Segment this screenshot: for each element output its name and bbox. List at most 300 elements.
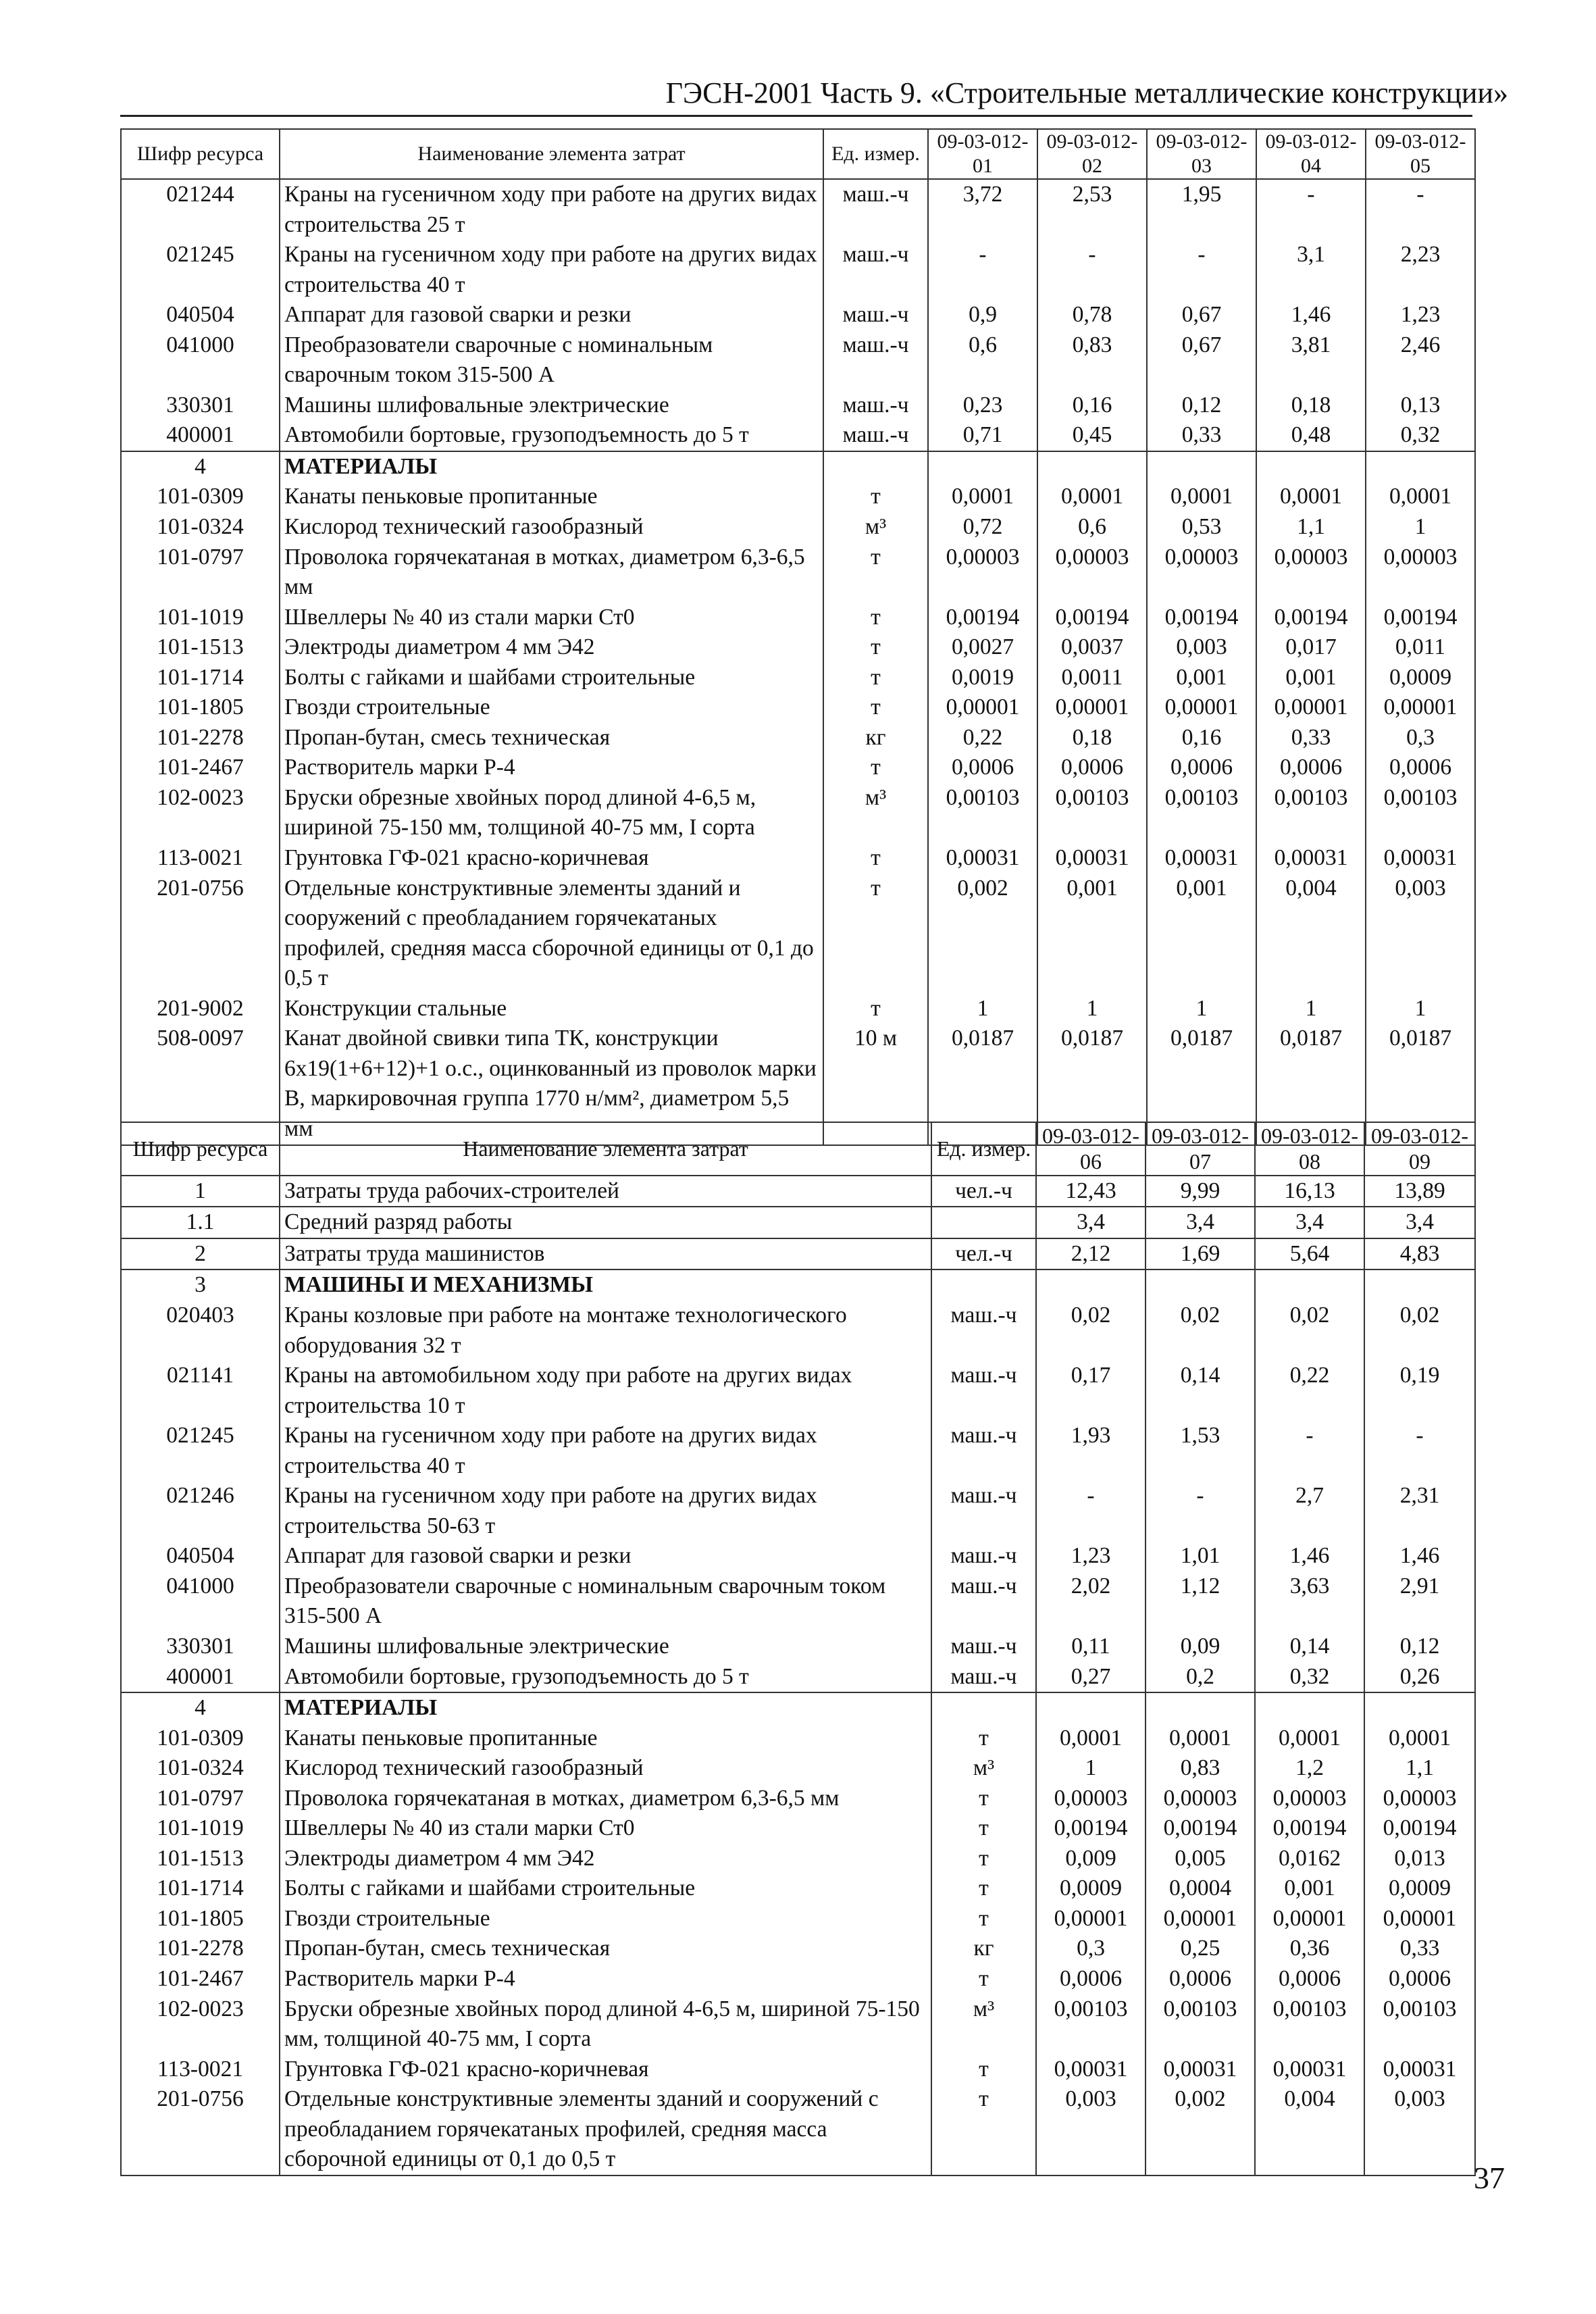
norm-value: 0,001: [1256, 663, 1366, 693]
norm-value: -: [1364, 1421, 1475, 1481]
cost-element-name: Отдельные конструктивные элементы зданий и сооружений с преобладанием горячекатаных профилей, средняя масса сборочной единицы от 0,1 до 0,5 т: [280, 874, 823, 994]
norm-value: 0,71: [928, 420, 1037, 451]
col-code-header: 09-03-012-06: [1036, 1122, 1145, 1176]
cost-element-name: Краны на гусеничном ходу при работе на других видах строительства 50-63 т: [280, 1481, 931, 1541]
resource-code: 041000: [121, 330, 280, 391]
unit: т: [823, 753, 928, 783]
cost-element-name: Канат двойной свивки типа ТК, конструкции 6х19(1+6+12)+1 о.с., оцинкованный из проволок марки В, маркировочная группа 1770 н/мм², диаметром 5,5 мм: [280, 1024, 823, 1145]
norm-value: 0,00001: [1256, 693, 1366, 723]
unit: т: [931, 1724, 1036, 1754]
norm-value: 0,00103: [1366, 783, 1475, 843]
norm-value: 0,67: [1147, 300, 1256, 330]
table-row: [121, 693, 1475, 723]
norm-value: 0,00031: [1147, 843, 1256, 874]
norm-value: 0,002: [928, 874, 1037, 994]
norm-value: 0,00001: [1364, 1904, 1475, 1934]
norm-value: 1,2: [1255, 1753, 1364, 1784]
cost-element-name: Пропан-бутан, смесь техническая: [280, 723, 823, 753]
norm-value: 13,89: [1364, 1176, 1475, 1207]
norm-value: 0,00103: [1145, 1994, 1255, 2055]
norm-value: 3,4: [1036, 1207, 1145, 1238]
norm-value: 0,02: [1364, 1301, 1475, 1361]
norm-value: 1,12: [1145, 1571, 1255, 1632]
cost-element-name: Кислород технический газообразный: [280, 512, 823, 543]
norm-value: 2,53: [1037, 179, 1147, 240]
norm-value: 0,005: [1145, 1844, 1255, 1874]
resource-code: 201-0756: [121, 2084, 280, 2175]
norm-value: 0,14: [1145, 1361, 1255, 1421]
norm-value: 0,0187: [1147, 1024, 1256, 1145]
norm-value: [1255, 1692, 1364, 1724]
unit: чел.-ч: [931, 1176, 1036, 1207]
norm-value: 0,02: [1145, 1301, 1255, 1361]
norm-value: 0,22: [1255, 1361, 1364, 1421]
cost-element-name: Краны на гусеничном ходу при работе на других видах строительства 25 т: [280, 179, 823, 240]
norm-value: 0,001: [1147, 874, 1256, 994]
cost-element-name: Проволока горячекатаная в мотках, диаметром 6,3-6,5 мм: [280, 1784, 931, 1814]
unit: маш.-ч: [931, 1632, 1036, 1662]
norm-value: 0,0019: [928, 663, 1037, 693]
norm-value: 3,81: [1256, 330, 1366, 391]
norm-value: 0,00103: [1255, 1994, 1364, 2055]
norm-value: 0,00001: [1147, 693, 1256, 723]
norm-value: 4,83: [1364, 1238, 1475, 1270]
norm-value: 0,00103: [1256, 783, 1366, 843]
norm-value: 1,01: [1145, 1541, 1255, 1571]
resource-code: 4: [121, 451, 280, 482]
resource-code: 021245: [121, 1421, 280, 1481]
norm-value: [1037, 451, 1147, 482]
norm-value: 0,003: [1147, 632, 1256, 663]
norm-value: 1: [1036, 1753, 1145, 1784]
resource-code: 040504: [121, 300, 280, 330]
table-row: [121, 2055, 1475, 2085]
norm-value: 0,0006: [1364, 1964, 1475, 1994]
unit: м³: [931, 1994, 1036, 2055]
norm-value: 1: [928, 994, 1037, 1024]
cost-element-name: Машины шлифовальные электрические: [280, 1632, 931, 1662]
norm-value: 0,12: [1364, 1632, 1475, 1662]
norm-value: 0,00003: [1036, 1784, 1145, 1814]
norm-value: 0,00103: [1036, 1994, 1145, 2055]
norm-value: 0,00194: [1255, 1813, 1364, 1844]
norm-value: 0,00003: [1147, 543, 1256, 603]
norm-value: 0,32: [1255, 1662, 1364, 1693]
cost-element-name: Средний разряд работы: [280, 1207, 931, 1238]
cost-element-name: Машины шлифовальные электрические: [280, 391, 823, 421]
norm-value: 0,00103: [1147, 783, 1256, 843]
norm-value: 0,0011: [1037, 663, 1147, 693]
cost-element-name: МАШИНЫ И МЕХАНИЗМЫ: [280, 1269, 931, 1301]
unit: кг: [931, 1934, 1036, 1964]
norm-value: -: [1256, 179, 1366, 240]
norm-value: 0,0004: [1145, 1873, 1255, 1904]
norm-value: [1036, 1269, 1145, 1301]
norm-value: 2,12: [1036, 1238, 1145, 1270]
resource-code: 3: [121, 1269, 280, 1301]
norm-value: 5,64: [1255, 1238, 1364, 1270]
unit: т: [823, 603, 928, 633]
table-row: [121, 1724, 1475, 1754]
norm-value: 0,22: [928, 723, 1037, 753]
norm-value: 0,0187: [1037, 1024, 1147, 1145]
cost-element-name: Растворитель марки Р-4: [280, 753, 823, 783]
norm-value: 1,69: [1145, 1238, 1255, 1270]
norm-value: 0,17: [1036, 1361, 1145, 1421]
unit: т: [931, 2055, 1036, 2085]
norm-value: 1,93: [1036, 1421, 1145, 1481]
col-code-header: 09-03-012-09: [1364, 1122, 1475, 1176]
norm-value: 0,00001: [1366, 693, 1475, 723]
norm-value: 0,00194: [1256, 603, 1366, 633]
norm-value: 0,017: [1256, 632, 1366, 663]
norm-value: 0,14: [1255, 1632, 1364, 1662]
norm-value: 2,02: [1036, 1571, 1145, 1632]
norm-value: 0,00031: [1036, 2055, 1145, 2085]
unit: т: [931, 1844, 1036, 1874]
table-row: [121, 783, 1475, 843]
resource-code: 113-0021: [121, 843, 280, 874]
norm-value: 0,0187: [1256, 1024, 1366, 1145]
norm-value: 0,00003: [928, 543, 1037, 603]
unit: 10 м: [823, 1024, 928, 1145]
norm-value: 0,001: [1255, 1873, 1364, 1904]
norm-value: 0,0001: [928, 482, 1037, 512]
unit: м³: [931, 1753, 1036, 1784]
norm-value: 0,0006: [928, 753, 1037, 783]
norm-value: 1,95: [1147, 179, 1256, 240]
norm-value: 0,27: [1036, 1662, 1145, 1693]
norm-value: 0,53: [1147, 512, 1256, 543]
norm-value: 0,9: [928, 300, 1037, 330]
norm-value: 0,00031: [1037, 843, 1147, 874]
unit: маш.-ч: [931, 1301, 1036, 1361]
resource-code: 021244: [121, 179, 280, 240]
resource-code: 201-9002: [121, 994, 280, 1024]
norm-value: 3,4: [1255, 1207, 1364, 1238]
norm-value: 1,23: [1036, 1541, 1145, 1571]
resource-code: 101-2278: [121, 1934, 280, 1964]
unit: маш.-ч: [823, 300, 928, 330]
unit: маш.-ч: [823, 420, 928, 451]
norm-value: 0,67: [1147, 330, 1256, 391]
table-row: [121, 2084, 1475, 2175]
table-row: [121, 1541, 1475, 1571]
unit: т: [823, 994, 928, 1024]
norm-value: 0,0006: [1256, 753, 1366, 783]
resource-code: 101-1019: [121, 1813, 280, 1844]
unit: т: [823, 632, 928, 663]
unit: маш.-ч: [931, 1662, 1036, 1693]
unit: [931, 1207, 1036, 1238]
unit: маш.-ч: [931, 1421, 1036, 1481]
norm-value: 0,00003: [1256, 543, 1366, 603]
norm-value: 1: [1147, 994, 1256, 1024]
norm-value: 2,23: [1366, 240, 1475, 300]
resource-code: 101-1805: [121, 1904, 280, 1934]
resource-code: 101-1513: [121, 1844, 280, 1874]
norm-value: 0,001: [1147, 663, 1256, 693]
table-row: [121, 1964, 1475, 1994]
resource-code: 508-0097: [121, 1024, 280, 1145]
table-row: [121, 1207, 1475, 1238]
norm-value: 0,11: [1036, 1632, 1145, 1662]
norm-value: 0,0001: [1366, 482, 1475, 512]
norm-value: 0,0006: [1036, 1964, 1145, 1994]
table-row: [121, 1301, 1475, 1361]
norm-value: 1,23: [1366, 300, 1475, 330]
norm-value: 0,45: [1037, 420, 1147, 451]
unit: чел.-ч: [931, 1238, 1036, 1270]
cost-element-name: Затраты труда машинистов: [280, 1238, 931, 1270]
norm-value: 0,0009: [1364, 1873, 1475, 1904]
norm-value: 0,36: [1255, 1934, 1364, 1964]
norm-value: 0,00194: [1036, 1813, 1145, 1844]
col-name-header: Наименование элемента затрат: [280, 1122, 931, 1176]
resource-code: 330301: [121, 391, 280, 421]
resource-code: 101-1019: [121, 603, 280, 633]
cost-element-name: Грунтовка ГФ-021 красно-коричневая: [280, 843, 823, 874]
norm-value: 0,23: [928, 391, 1037, 421]
norm-value: 0,003: [1366, 874, 1475, 994]
norm-value: 0,25: [1145, 1934, 1255, 1964]
norm-value: 2,91: [1364, 1571, 1475, 1632]
table-row: [121, 753, 1475, 783]
norms-table-2: [120, 1122, 1476, 2176]
norm-value: 9,99: [1145, 1176, 1255, 1207]
norm-value: 0,00001: [1036, 1904, 1145, 1934]
resource-code: 113-0021: [121, 2055, 280, 2085]
unit: т: [823, 543, 928, 603]
table-row: [121, 1238, 1475, 1270]
table-row: [121, 1662, 1475, 1693]
table-row: [121, 543, 1475, 603]
norm-value: 2,7: [1255, 1481, 1364, 1541]
col-code-header: 09-03-012-02: [1037, 129, 1147, 179]
resource-code: 102-0023: [121, 783, 280, 843]
resource-code: 021141: [121, 1361, 280, 1421]
norm-value: 0,0187: [1366, 1024, 1475, 1145]
cost-element-name: Швеллеры № 40 из стали марки Ст0: [280, 1813, 931, 1844]
unit: маш.-ч: [931, 1361, 1036, 1421]
norm-value: 1,1: [1364, 1753, 1475, 1784]
norm-value: 0,00103: [928, 783, 1037, 843]
col-code-header: 09-03-012-04: [1256, 129, 1366, 179]
unit: т: [931, 1873, 1036, 1904]
norm-value: 0,00001: [1255, 1904, 1364, 1934]
resource-code: 4: [121, 1692, 280, 1724]
section-row: [121, 1269, 1475, 1301]
table-row: [121, 1571, 1475, 1632]
unit: т: [823, 482, 928, 512]
unit: маш.-ч: [823, 240, 928, 300]
norm-value: -: [1255, 1421, 1364, 1481]
section-row: [121, 1692, 1475, 1724]
norm-value: 0,00001: [928, 693, 1037, 723]
norm-value: 0,16: [1147, 723, 1256, 753]
table-row: [121, 994, 1475, 1024]
norm-value: 0,83: [1037, 330, 1147, 391]
resource-code: 101-0797: [121, 543, 280, 603]
norm-value: 1,46: [1256, 300, 1366, 330]
norm-value: 3,4: [1364, 1207, 1475, 1238]
resource-code: 101-1513: [121, 632, 280, 663]
table-row: [121, 1873, 1475, 1904]
resource-code: 020403: [121, 1301, 280, 1361]
norm-value: 0,0001: [1145, 1724, 1255, 1754]
norm-value: 0,0006: [1037, 753, 1147, 783]
cost-element-name: Гвозди строительные: [280, 1904, 931, 1934]
norm-value: 0,0187: [928, 1024, 1037, 1145]
table-row: [121, 420, 1475, 451]
norm-value: 0,09: [1145, 1632, 1255, 1662]
norm-value: 16,13: [1255, 1176, 1364, 1207]
page-number: 37: [1474, 2161, 1505, 2195]
norm-value: 1,46: [1364, 1541, 1475, 1571]
norm-value: 0,0001: [1364, 1724, 1475, 1754]
norm-value: 0,83: [1145, 1753, 1255, 1784]
cost-element-name: Автомобили бортовые, грузоподъемность до 5 т: [280, 1662, 931, 1693]
norm-value: 0,19: [1364, 1361, 1475, 1421]
norm-value: 0,02: [1255, 1301, 1364, 1361]
norm-value: 0,0006: [1366, 753, 1475, 783]
cost-element-name: Болты с гайками и шайбами строительные: [280, 1873, 931, 1904]
norm-value: 3,4: [1145, 1207, 1255, 1238]
norm-value: 0,18: [1256, 391, 1366, 421]
cost-element-name: Затраты труда рабочих-строителей: [280, 1176, 931, 1207]
resource-code: 021246: [121, 1481, 280, 1541]
norm-value: 3,63: [1255, 1571, 1364, 1632]
norm-value: 0,004: [1256, 874, 1366, 994]
cost-element-name: Автомобили бортовые, грузоподъемность до 5 т: [280, 420, 823, 451]
norm-value: 0,0001: [1037, 482, 1147, 512]
norm-value: 0,00194: [1037, 603, 1147, 633]
norm-value: [1364, 1692, 1475, 1724]
cost-element-name: Краны на автомобильном ходу при работе на других видах строительства 10 т: [280, 1361, 931, 1421]
resource-code: 101-1805: [121, 693, 280, 723]
table-row: [121, 1421, 1475, 1481]
norm-value: [1366, 451, 1475, 482]
norm-value: 0,16: [1037, 391, 1147, 421]
norm-value: 1: [1366, 512, 1475, 543]
norm-value: 0,0006: [1255, 1964, 1364, 1994]
norm-value: 0,00031: [1364, 2055, 1475, 2085]
col-resource-header: Шифр ресурса: [121, 1122, 280, 1176]
norm-value: [928, 451, 1037, 482]
norm-value: 0,00031: [1256, 843, 1366, 874]
resource-code: 101-1714: [121, 1873, 280, 1904]
resource-code: 201-0756: [121, 874, 280, 994]
table-row: [121, 1904, 1475, 1934]
norm-value: 0,18: [1037, 723, 1147, 753]
norm-value: 0,6: [1037, 512, 1147, 543]
norm-value: 0,0009: [1036, 1873, 1145, 1904]
unit: м³: [823, 783, 928, 843]
cost-element-name: МАТЕРИАЛЫ: [280, 1692, 931, 1724]
cost-element-name: Канаты пеньковые пропитанные: [280, 1724, 931, 1754]
resource-code: 041000: [121, 1571, 280, 1632]
norm-value: [1036, 1692, 1145, 1724]
resource-code: 101-0309: [121, 482, 280, 512]
table-1-body: [121, 179, 1475, 1145]
table-row: [121, 391, 1475, 421]
norm-value: 1,53: [1145, 1421, 1255, 1481]
norm-value: 0,002: [1145, 2084, 1255, 2175]
cost-element-name: Бруски обрезные хвойных пород длиной 4-6,5 м, шириной 75-150 мм, толщиной 40-75 мм, I сорта: [280, 1994, 931, 2055]
table-row: [121, 512, 1475, 543]
cost-element-name: Грунтовка ГФ-021 красно-коричневая: [280, 2055, 931, 2085]
norm-value: 3,72: [928, 179, 1037, 240]
resource-code: 101-0324: [121, 512, 280, 543]
table-row: [121, 482, 1475, 512]
norm-value: 0,02: [1036, 1301, 1145, 1361]
norm-value: 0,3: [1366, 723, 1475, 753]
cost-element-name: Краны на гусеничном ходу при работе на других видах строительства 40 т: [280, 240, 823, 300]
norm-value: 0,72: [928, 512, 1037, 543]
resource-code: 101-2467: [121, 753, 280, 783]
norm-value: 0,003: [1364, 2084, 1475, 2175]
col-code-header: 09-03-012-01: [928, 129, 1037, 179]
norm-value: 0,00003: [1145, 1784, 1255, 1814]
norm-value: 1: [1037, 994, 1147, 1024]
norm-value: 0,0006: [1145, 1964, 1255, 1994]
norm-value: 0,00194: [1145, 1813, 1255, 1844]
cost-element-name: Канаты пеньковые пропитанные: [280, 482, 823, 512]
norm-value: 2,31: [1364, 1481, 1475, 1541]
table-row: [121, 1844, 1475, 1874]
resource-code: 102-0023: [121, 1994, 280, 2055]
norm-value: 0,00001: [1145, 1904, 1255, 1934]
table-row: [121, 723, 1475, 753]
norm-value: 0,2: [1145, 1662, 1255, 1693]
norm-value: 1: [1366, 994, 1475, 1024]
cost-element-name: Конструкции стальные: [280, 994, 823, 1024]
norm-value: [1364, 1269, 1475, 1301]
unit: маш.-ч: [823, 330, 928, 391]
norm-value: 0,00194: [1364, 1813, 1475, 1844]
norm-value: -: [1037, 240, 1147, 300]
page-header: ГЭСН-2001 Часть 9. «Строительные металлические конструкции»: [665, 76, 1508, 109]
norm-value: [1147, 451, 1256, 482]
resource-code: 1: [121, 1176, 280, 1207]
table-row: [121, 1813, 1475, 1844]
cost-element-name: Проволока горячекатаная в мотках, диаметром 6,3-6,5 мм: [280, 543, 823, 603]
norm-value: 0,33: [1147, 420, 1256, 451]
table-row: [121, 874, 1475, 994]
col-code-header: 09-03-012-05: [1366, 129, 1475, 179]
norm-value: 3,1: [1256, 240, 1366, 300]
unit: т: [823, 843, 928, 874]
unit: т: [823, 874, 928, 994]
cost-element-name: Растворитель марки Р-4: [280, 1964, 931, 1994]
norm-value: 0,00194: [1147, 603, 1256, 633]
table-row: [121, 1481, 1475, 1541]
resource-code: 101-1714: [121, 663, 280, 693]
unit: [931, 1692, 1036, 1724]
table-row: [121, 1632, 1475, 1662]
cost-element-name: Аппарат для газовой сварки и резки: [280, 300, 823, 330]
norm-value: 0,0009: [1366, 663, 1475, 693]
cost-element-name: Электроды диаметром 4 мм Э42: [280, 1844, 931, 1874]
norm-value: 0,78: [1037, 300, 1147, 330]
cost-element-name: Краны на гусеничном ходу при работе на других видах строительства 40 т: [280, 1421, 931, 1481]
cost-element-name: МАТЕРИАЛЫ: [280, 451, 823, 482]
col-resource-header: Шифр ресурса: [121, 129, 280, 179]
col-code-header: 09-03-012-03: [1147, 129, 1256, 179]
table-row: [121, 603, 1475, 633]
col-unit-header: Ед. измер.: [931, 1122, 1036, 1176]
norm-value: 0,0037: [1037, 632, 1147, 663]
